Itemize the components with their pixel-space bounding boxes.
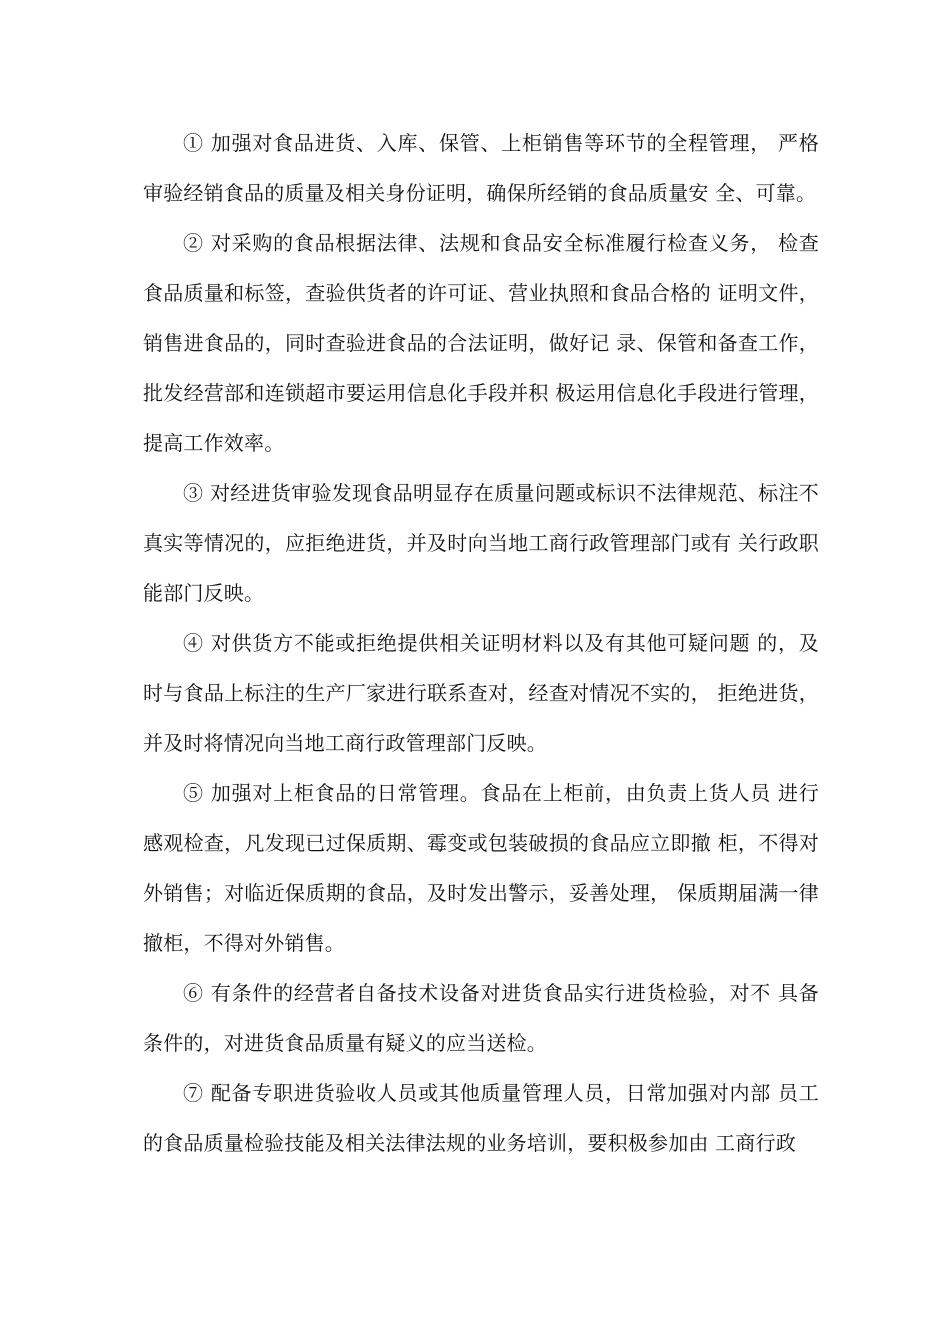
paragraph-1: ① 加强对食品进货、入库、保管、上柜销售等环节的全程管理， 严格审验经销食品的质量及相关身份证明，确保所经销的食品质量安 全、可靠。: [143, 131, 819, 205]
paragraph-5: ⑤ 加强对上柜食品的日常管理。食品在上柜前，由负责上货人员 进行感观检查，凡发现已过保质期、霉变或包装破损的食品应立即撤 柜，不得对外销售；对临近保质期的食品，及时发出警示，妥善处理， 保质期届满一律撤柜，不得对外销售。: [143, 781, 819, 955]
paragraph-2: ② 对采购的食品根据法律、法规和食品安全标准履行检查义务， 检查食品质量和标签，查验供货者的许可证、营业执照和食品合格的 证明文件，销售进食品的，同时查验进食品的合法证明，做好记 录、保管和备查工作，批发经营部和连锁超市要运用信息化手段并积 极运用信息化手段进行管理，提高工作效率。: [143, 231, 819, 455]
document-body: [143, 118, 819, 1168]
paragraph-6: ⑥ 有条件的经营者自备技术设备对进货食品实行进货检验，对不 具备条件的，对进货食品质量有疑义的应当送检。: [143, 981, 819, 1055]
paragraph-3: ③ 对经进货审验发现食品明显存在质量问题或标识不法律规范、标注不真实等情况的，应拒绝进货，并及时向当地工商行政管理部门或有 关行政职能部门反映。: [143, 481, 819, 605]
paragraph-4: ④ 对供货方不能或拒绝提供相关证明材料以及有其他可疑问题 的，及时与食品上标注的生产厂家进行联系查对，经查对情况不实的， 拒绝进货，并及时将情况向当地工商行政管理部门反映。: [143, 631, 819, 755]
paragraph-7: ⑦ 配备专职进货验收人员或其他质量管理人员，日常加强对内部 员工的食品质量检验技能及相关法律法规的业务培训，要积极参加由 工商行政: [143, 1081, 819, 1155]
